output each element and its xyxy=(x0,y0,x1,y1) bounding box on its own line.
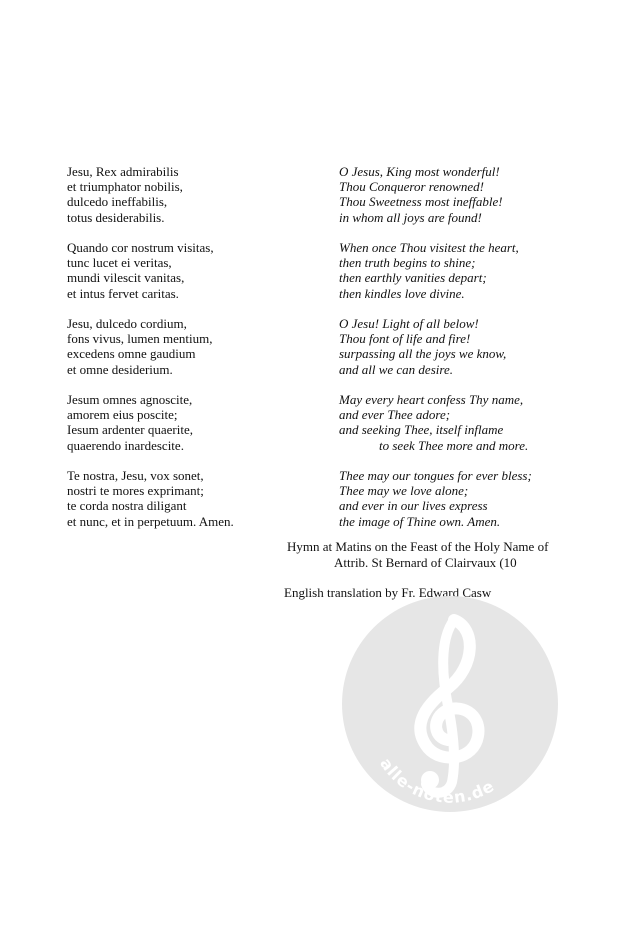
latin-line: quaerendo inardescite. xyxy=(67,437,184,453)
english-line: surpassing all the joys we know, xyxy=(339,346,507,362)
latin-line: te corda nostra diligant xyxy=(67,498,187,514)
latin-stanza-2 xyxy=(67,240,317,301)
english-translation-column xyxy=(339,164,599,544)
latin-stanza-4 xyxy=(67,392,317,453)
author-credit: Attrib. St Bernard of Clairvaux (10 xyxy=(334,555,517,570)
latin-line: et intus fervet caritas. xyxy=(67,285,179,301)
latin-line: amorem eius poscite; xyxy=(67,407,178,423)
english-line: Thee may our tongues for ever bless; xyxy=(339,468,532,483)
english-line: in whom all joys are found! xyxy=(339,209,482,225)
english-line: Thou Sweetness most ineffable! xyxy=(339,194,503,210)
latin-line: Quando cor nostrum visitas, xyxy=(67,240,214,255)
latin-stanza-1 xyxy=(67,164,317,225)
english-line: Thou Conqueror renowned! xyxy=(339,179,484,195)
latin-text-column xyxy=(67,164,317,544)
english-line: O Jesu! Light of all below! xyxy=(339,316,479,331)
english-line: and ever in our lives express xyxy=(339,498,488,514)
english-line: to seek Thee more and more. xyxy=(379,437,529,453)
watermark xyxy=(342,596,558,812)
translation-credit: English translation by Fr. Edward Casw xyxy=(284,585,492,600)
latin-line: nostri te mores exprimant; xyxy=(67,483,204,499)
latin-line: dulcedo ineffabilis, xyxy=(67,194,168,210)
latin-line: et omne desiderium. xyxy=(67,361,173,377)
latin-line: totus desiderabilis. xyxy=(67,209,165,225)
english-line: the image of Thine own. Amen. xyxy=(339,513,501,529)
english-line: and ever Thee adore; xyxy=(339,407,451,423)
english-stanza-2 xyxy=(339,240,599,301)
latin-line: fons vivus, lumen mentium, xyxy=(67,331,213,347)
english-line: and seeking Thee, itself inflame xyxy=(339,422,504,438)
english-line: May every heart confess Thy name, xyxy=(339,392,524,407)
latin-line: Iesum ardenter quaerite, xyxy=(67,422,193,438)
hymn-source-credit: Hymn at Matins on the Feast of the Holy Name of xyxy=(287,539,549,554)
english-stanza-5 xyxy=(339,468,599,529)
latin-line: Jesum omnes agnoscite, xyxy=(67,392,193,407)
english-line: then kindles love divine. xyxy=(339,285,465,301)
latin-line: Jesu, Rex admirabilis xyxy=(67,164,179,179)
english-line: O Jesus, King most wonderful! xyxy=(339,164,500,179)
treble-clef-icon xyxy=(342,596,558,812)
english-line: then earthly vanities depart; xyxy=(339,270,487,286)
english-line: Thou font of life and fire! xyxy=(339,331,471,347)
english-stanza-1 xyxy=(339,164,599,225)
latin-stanza-3 xyxy=(67,316,317,377)
english-line: and all we can desire. xyxy=(339,361,453,377)
english-stanza-4 xyxy=(339,392,599,453)
watermark-text: alle-noten.de xyxy=(376,754,498,807)
english-line: then truth begins to shine; xyxy=(339,255,476,271)
latin-line: Te nostra, Jesu, vox sonet, xyxy=(67,468,204,483)
latin-stanza-5 xyxy=(67,468,317,529)
latin-line: mundi vilescit vanitas, xyxy=(67,270,185,286)
latin-line: tunc lucet ei veritas, xyxy=(67,255,172,271)
latin-line: excedens omne gaudium xyxy=(67,346,196,362)
latin-line: Jesu, dulcedo cordium, xyxy=(67,316,187,331)
english-stanza-3 xyxy=(339,316,599,377)
english-line: When once Thou visitest the heart, xyxy=(339,240,519,255)
latin-line: et nunc, et in perpetuum. Amen. xyxy=(67,513,234,529)
english-line: Thee may we love alone; xyxy=(339,483,469,499)
latin-line: et triumphator nobilis, xyxy=(67,179,183,195)
